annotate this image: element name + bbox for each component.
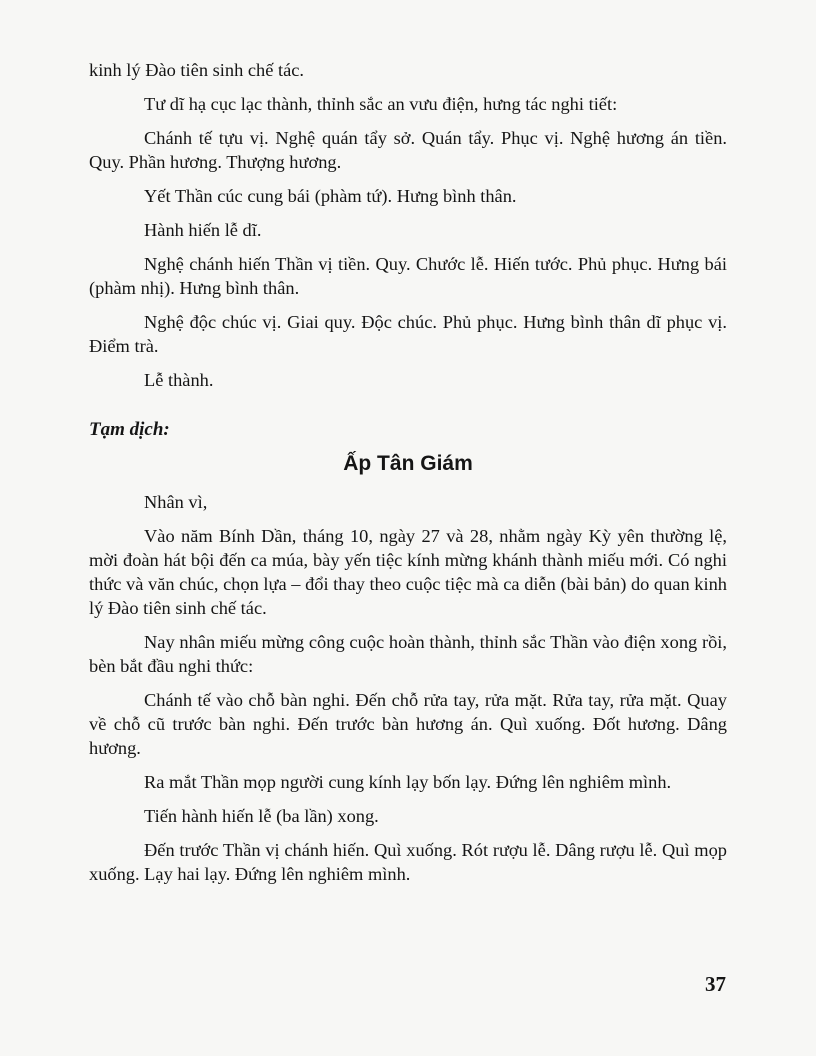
page-body xyxy=(89,58,727,896)
paragraph: Hành hiến lễ dĩ. xyxy=(144,220,262,240)
section-label: Tạm dịch: xyxy=(89,419,170,440)
page-number: 37 xyxy=(705,972,726,996)
paragraph: Vào năm Bính Dần, tháng 10, ngày 27 và 28, nhằm ngày Kỳ yên thường lệ, mời đoàn hát bội đến ca múa, bày yến tiệc kính mừng khánh thành miếu mới. Có nghi thức và văn chúc, chọn lựa – đổi thay theo cuộc tiệc mà ca diễn (bài bản) do quan kinh lý Đào tiên sinh chế tác. xyxy=(89,526,727,618)
paragraph: Ra mắt Thần mọp người cung kính lạy bốn lạy. Đứng lên nghiêm mình. xyxy=(144,772,672,792)
paragraph: Nhân vì, xyxy=(144,492,208,512)
paragraph: Nghệ chánh hiến Thần vị tiền. Quy. Chước lễ. Hiến tước. Phủ phục. Hưng bái (phàm nhị). Hưng bình thân. xyxy=(89,254,727,298)
paragraph: Tư dĩ hạ cục lạc thành, thỉnh sắc an vưu điện, hưng tác nghi tiết: xyxy=(144,94,618,114)
paragraph: Lễ thành. xyxy=(144,370,214,390)
paragraph: Chánh tế vào chỗ bàn nghi. Đến chỗ rửa tay, rửa mặt. Rửa tay, rửa mặt. Quay về chỗ cũ trước bàn nghi. Đến trước bàn hương án. Quì xuống. Đốt hương. Dâng hương. xyxy=(89,690,727,758)
section-title: Ấp Tân Giám xyxy=(343,452,473,475)
paragraph: kinh lý Đào tiên sinh chế tác. xyxy=(89,60,305,80)
paragraph: Đến trước Thần vị chánh hiến. Quì xuống. Rót rượu lễ. Dâng rượu lễ. Quì mọp xuống. Lạy hai lạy. Đứng lên nghiêm mình. xyxy=(89,840,727,884)
paragraph: Nay nhân miếu mừng công cuộc hoàn thành, thỉnh sắc Thần vào điện xong rồi, bèn bắt đầu nghi thức: xyxy=(89,632,727,676)
paragraph: Chánh tế tựu vị. Nghệ quán tẩy sở. Quán tẩy. Phục vị. Nghệ hương án tiền. Quy. Phần hương. Thượng hương. xyxy=(89,128,727,172)
paragraph: Tiến hành hiến lễ (ba lần) xong. xyxy=(144,806,379,826)
paragraph: Nghệ độc chúc vị. Giai quy. Độc chúc. Phủ phục. Hưng bình thân dĩ phục vị. Điểm trà. xyxy=(89,312,727,356)
paragraph: Yết Thần cúc cung bái (phàm tứ). Hưng bình thân. xyxy=(144,186,517,206)
